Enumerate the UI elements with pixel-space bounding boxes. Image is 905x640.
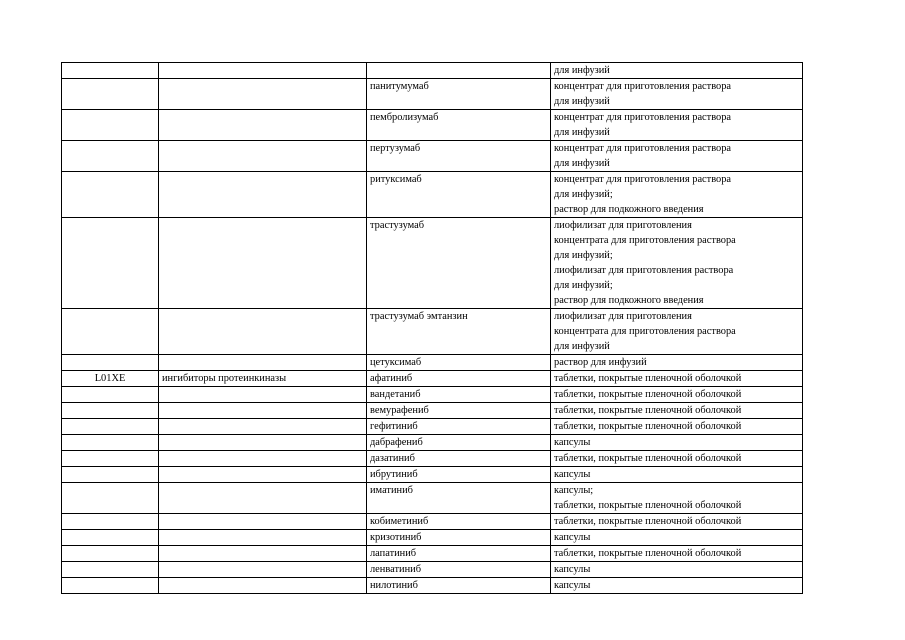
dosage-form-line: концентрата для приготовления раствора [554,326,736,337]
group-name-cell [159,514,367,530]
group-name-cell [159,110,367,141]
group-name-cell [159,141,367,172]
group-name-cell [159,387,367,403]
table-row [62,355,803,371]
dosage-form-line: для инфузий; [554,250,613,261]
table-row [62,419,803,435]
dosage-form-line: капсулы [554,437,591,448]
drug-name-cell: иматиниб [367,483,551,514]
table-row [62,514,803,530]
dosage-form-line: концентрат для приготовления раствора [554,174,732,185]
dosage-forms-cell [551,63,803,79]
dosage-form-line: капсулы [554,580,591,591]
drug-name-cell: панитумумаб [367,79,551,110]
table-row [62,63,803,79]
dosage-form-line: концентрат для приготовления раствора [554,112,732,123]
drug-table-body [62,63,803,594]
dosage-form-line: капсулы; [554,485,594,496]
drug-name-cell: ритуксимаб [367,172,551,218]
group-name-cell [159,218,367,309]
atc-code-cell [62,451,159,467]
group-name-cell [159,562,367,578]
atc-code-cell [62,172,159,218]
group-name-cell [159,79,367,110]
dosage-form-line: капсулы [554,469,591,480]
dosage-form-line: лиофилизат для приготовления раствора [554,265,734,276]
table-row [62,218,803,309]
group-name-cell [159,63,367,79]
atc-code-cell [62,63,159,79]
group-name-cell [159,309,367,355]
group-name-cell [159,467,367,483]
dosage-forms-cell [551,403,803,419]
dosage-form-line: концентрата для приготовления раствора [554,235,736,246]
atc-code-cell [62,218,159,309]
group-name-cell [159,403,367,419]
drug-name-cell: нилотиниб [367,578,551,594]
dosage-form-line: для инфузий [554,96,610,107]
drug-name-cell: пертузумаб [367,141,551,172]
dosage-form-line: для инфузий [554,341,610,352]
dosage-forms-cell [551,514,803,530]
group-name-cell [159,355,367,371]
dosage-form-line: таблетки, покрытые пленочной оболочкой [554,500,742,511]
dosage-forms-cell [551,530,803,546]
atc-code-cell [62,141,159,172]
dosage-form-line: капсулы [554,564,591,575]
table-row [62,141,803,172]
dosage-form-line: таблетки, покрытые пленочной оболочкой [554,373,742,384]
dosage-forms-cell [551,110,803,141]
dosage-forms-cell [551,309,803,355]
atc-code-cell [62,578,159,594]
dosage-form-line: для инфузий [554,65,610,76]
table-row [62,467,803,483]
drug-name-cell: цетуксимаб [367,355,551,371]
drug-name-cell: ленватиниб [367,562,551,578]
dosage-forms-cell [551,79,803,110]
dosage-forms-cell [551,546,803,562]
table-row [62,110,803,141]
atc-code-cell [62,546,159,562]
dosage-form-line: концентрат для приготовления раствора [554,81,732,92]
atc-code-cell [62,435,159,451]
dosage-form-line: лиофилизат для приготовления [554,220,692,231]
drug-name-cell: лапатиниб [367,546,551,562]
dosage-forms-cell [551,387,803,403]
atc-code-cell [62,514,159,530]
atc-code-cell: L01XE [62,371,159,387]
atc-code-cell [62,387,159,403]
dosage-form-line: раствор для подкожного введения [554,204,704,215]
table-row [62,435,803,451]
dosage-forms-cell [551,451,803,467]
table-row [62,403,803,419]
table-row [62,172,803,218]
dosage-forms-cell [551,355,803,371]
dosage-form-line: таблетки, покрытые пленочной оболочкой [554,453,742,464]
table-row [62,309,803,355]
dosage-form-line: для инфузий; [554,189,613,200]
drug-name-cell: афатиниб [367,371,551,387]
dosage-forms-cell [551,218,803,309]
table-row [62,578,803,594]
drug-name-cell: пембролизумаб [367,110,551,141]
dosage-forms-cell [551,578,803,594]
dosage-form-line: раствор для подкожного введения [554,295,704,306]
table-row [62,546,803,562]
drug-name-cell: кобиметиниб [367,514,551,530]
dosage-form-line: таблетки, покрытые пленочной оболочкой [554,548,742,559]
dosage-form-line: лиофилизат для приготовления [554,311,692,322]
dosage-form-line: для инфузий [554,158,610,169]
table-row [62,371,803,387]
dosage-form-line: таблетки, покрытые пленочной оболочкой [554,405,742,416]
dosage-form-line: для инфузий; [554,280,613,291]
atc-code-cell [62,530,159,546]
table-row [62,79,803,110]
atc-code-cell [62,483,159,514]
group-name-cell [159,546,367,562]
drug-name-cell: дабрафениб [367,435,551,451]
dosage-form-line: таблетки, покрытые пленочной оболочкой [554,516,742,527]
drug-name-cell: вандетаниб [367,387,551,403]
dosage-form-line: таблетки, покрытые пленочной оболочкой [554,389,742,400]
group-name-cell [159,483,367,514]
drug-name-cell: дазатиниб [367,451,551,467]
atc-code-cell [62,562,159,578]
drug-name-cell: кризотиниб [367,530,551,546]
atc-code-cell [62,355,159,371]
group-name-cell: ингибиторы протеинкиназы [159,371,367,387]
atc-code-cell [62,419,159,435]
drug-name-cell: трастузумаб [367,218,551,309]
drug-name-cell: трастузумаб эмтанзин [367,309,551,355]
dosage-forms-cell [551,562,803,578]
group-name-cell [159,419,367,435]
atc-code-cell [62,79,159,110]
dosage-forms-cell [551,419,803,435]
atc-code-cell [62,309,159,355]
group-name-cell [159,578,367,594]
dosage-forms-cell [551,483,803,514]
dosage-forms-cell [551,371,803,387]
atc-code-cell [62,403,159,419]
dosage-forms-cell [551,467,803,483]
drug-name-cell: гефитиниб [367,419,551,435]
group-name-cell [159,530,367,546]
group-name-cell [159,451,367,467]
atc-code-cell [62,110,159,141]
atc-code-cell [62,467,159,483]
drug-name-cell [367,63,551,79]
drug-name-cell: вемурафениб [367,403,551,419]
group-name-cell [159,435,367,451]
dosage-forms-cell [551,141,803,172]
dosage-form-line: для инфузий [554,127,610,138]
table-row [62,530,803,546]
drug-name-cell: ибрутиниб [367,467,551,483]
drug-table [61,62,803,594]
dosage-form-line: раствор для инфузий [554,357,647,368]
dosage-form-line: концентрат для приготовления раствора [554,143,732,154]
dosage-forms-cell [551,435,803,451]
table-row [62,562,803,578]
dosage-form-line: таблетки, покрытые пленочной оболочкой [554,421,742,432]
table-row [62,451,803,467]
table-row [62,483,803,514]
dosage-form-line: капсулы [554,532,591,543]
dosage-forms-cell [551,172,803,218]
table-row [62,387,803,403]
group-name-cell [159,172,367,218]
